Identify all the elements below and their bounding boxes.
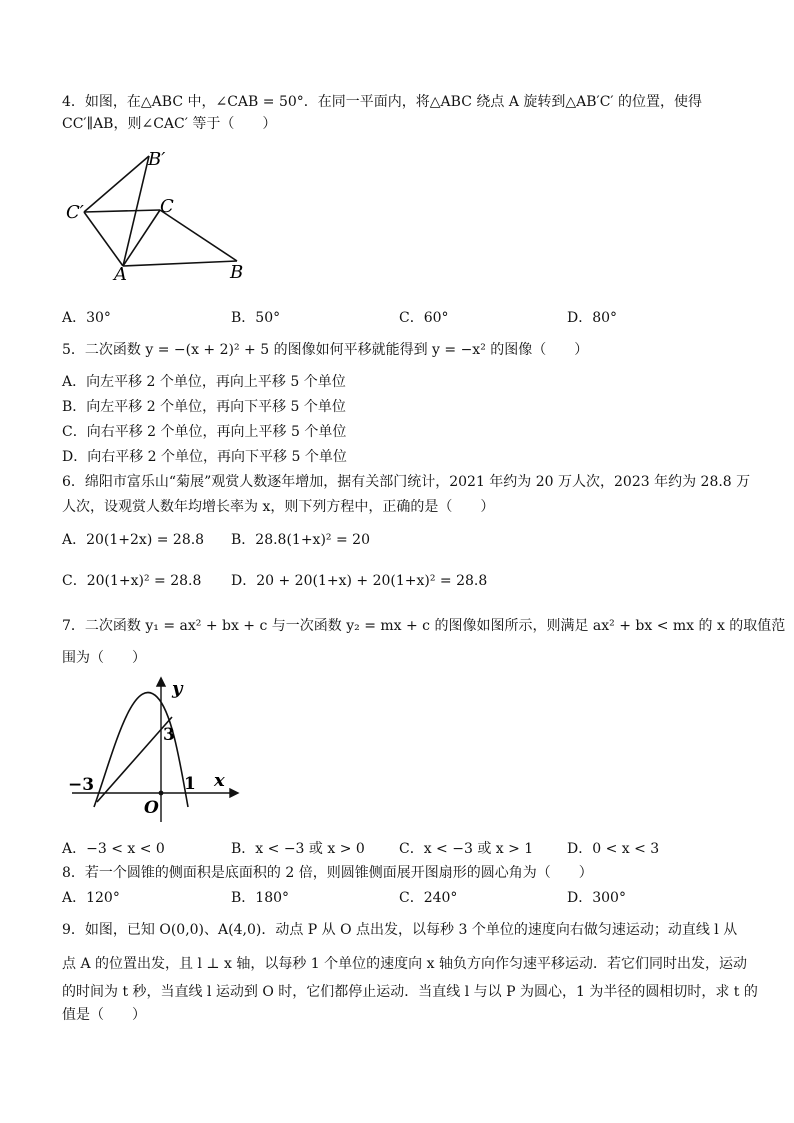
y-axis-arrow-icon [157,678,165,686]
label-origin: O [144,798,159,818]
q6-option-b: B．28.8(1+x)² = 20 [231,532,370,548]
label-one: 1 [184,774,196,794]
x-axis-arrow-icon [230,789,238,797]
q5-option-d: D．向右平移 2 个单位，再向下平移 5 个单位 [62,449,347,465]
q9-stem-line4: 值是（ ） [62,1007,146,1023]
q7-graph-figure [62,672,242,832]
q8-option-c: C．240° [399,890,458,906]
q6-option-c: C．20(1+x)² = 28.8 [62,573,202,589]
label-y-axis: y [172,678,183,699]
q6-option-d: D．20 + 20(1+x) + 20(1+x)² = 28.8 [231,573,488,589]
q6-option-a: A．20(1+2x) = 28.8 [62,532,205,548]
label-neg-three: −3 [68,775,95,795]
q7-option-a: A．−3 < x < 0 [62,841,165,857]
q8-option-a: A．120° [62,890,120,906]
q7-stem-line1: 7．二次函数 y₁ = ax² + bx + c 与一次函数 y₂ = mx + c 的图像如图所示，则满足 ax² + bx < mx 的 x 的取值范 [62,618,786,634]
origin-point [159,791,164,796]
label-b: B [230,262,244,283]
label-c-prime: C′ [66,202,84,223]
q7-stem-line2: 围为（ ） [62,650,146,666]
q5-option-a: A．向左平移 2 个单位，再向上平移 5 个单位 [62,374,346,390]
q8-stem: 8．若一个圆锥的侧面积是底面积的 2 倍，则圆锥侧面展开图扇形的圆心角为（ ） [62,865,593,881]
q5-stem: 5．二次函数 y = −(x + 2)² + 5 的图像如何平移就能得到 y = −x² 的图像（ ） [62,342,589,358]
label-c: C [160,196,174,217]
q4-option-a: A．30° [62,310,111,326]
q9-stem-line2: 点 A 的位置出发，且 l ⊥ x 轴，以每秒 1 个单位的速度向 x 轴负方向作匀速平移运动．若它们同时出发，运动 [62,956,747,972]
q7-option-d: D．0 < x < 3 [567,841,660,857]
q8-option-b: B．180° [231,890,290,906]
q4-stem-line2: CC′∥AB，则∠CAC′ 等于（ ） [62,116,277,132]
q5-option-c: C．向右平移 2 个单位，再向上平移 5 个单位 [62,424,347,440]
q4-option-b: B．50° [231,310,281,326]
label-three: 3 [163,725,175,745]
label-a: A [114,264,127,283]
q9-stem-line1: 9．如图，已知 O(0,0)、A(4,0)．动点 P 从 O 点出发，以每秒 3 个单位的速度向右做匀速运动；动直线 l 从 [62,922,738,938]
q6-stem-line1: 6．绵阳市富乐山“菊展”观赏人数逐年增加，据有关部门统计，2021 年约为 20 万人次，2023 年约为 28.8 万 [62,474,751,490]
q4-option-d: D．80° [567,310,618,326]
q9-stem-line3: 的时间为 t 秒，当直线 l 运动到 O 时，它们都停止运动．当直线 l 与以 P 为圆心，1 为半径的圆相切时，求 t 的 [62,984,758,1000]
q7-option-b: B．x < −3 或 x > 0 [231,841,365,857]
q4-option-c: C．60° [399,310,449,326]
q8-option-d: D．300° [567,890,626,906]
label-x-axis: x [214,770,225,791]
q5-option-b: B．向左平移 2 个单位，再向下平移 5 个单位 [62,399,346,415]
q4-triangle-figure [60,148,260,283]
q7-option-c: C．x < −3 或 x > 1 [399,841,534,857]
q6-stem-line2: 人次，设观赏人数年均增长率为 x，则下列方程中，正确的是（ ） [62,499,495,515]
q4-stem-line1: 4．如图，在△ABC 中，∠CAB = 50°．在同一平面内，将△ABC 绕点 A 旋转到△AB′C′ 的位置，使得 [62,94,703,110]
label-b-prime: B′ [148,149,166,170]
